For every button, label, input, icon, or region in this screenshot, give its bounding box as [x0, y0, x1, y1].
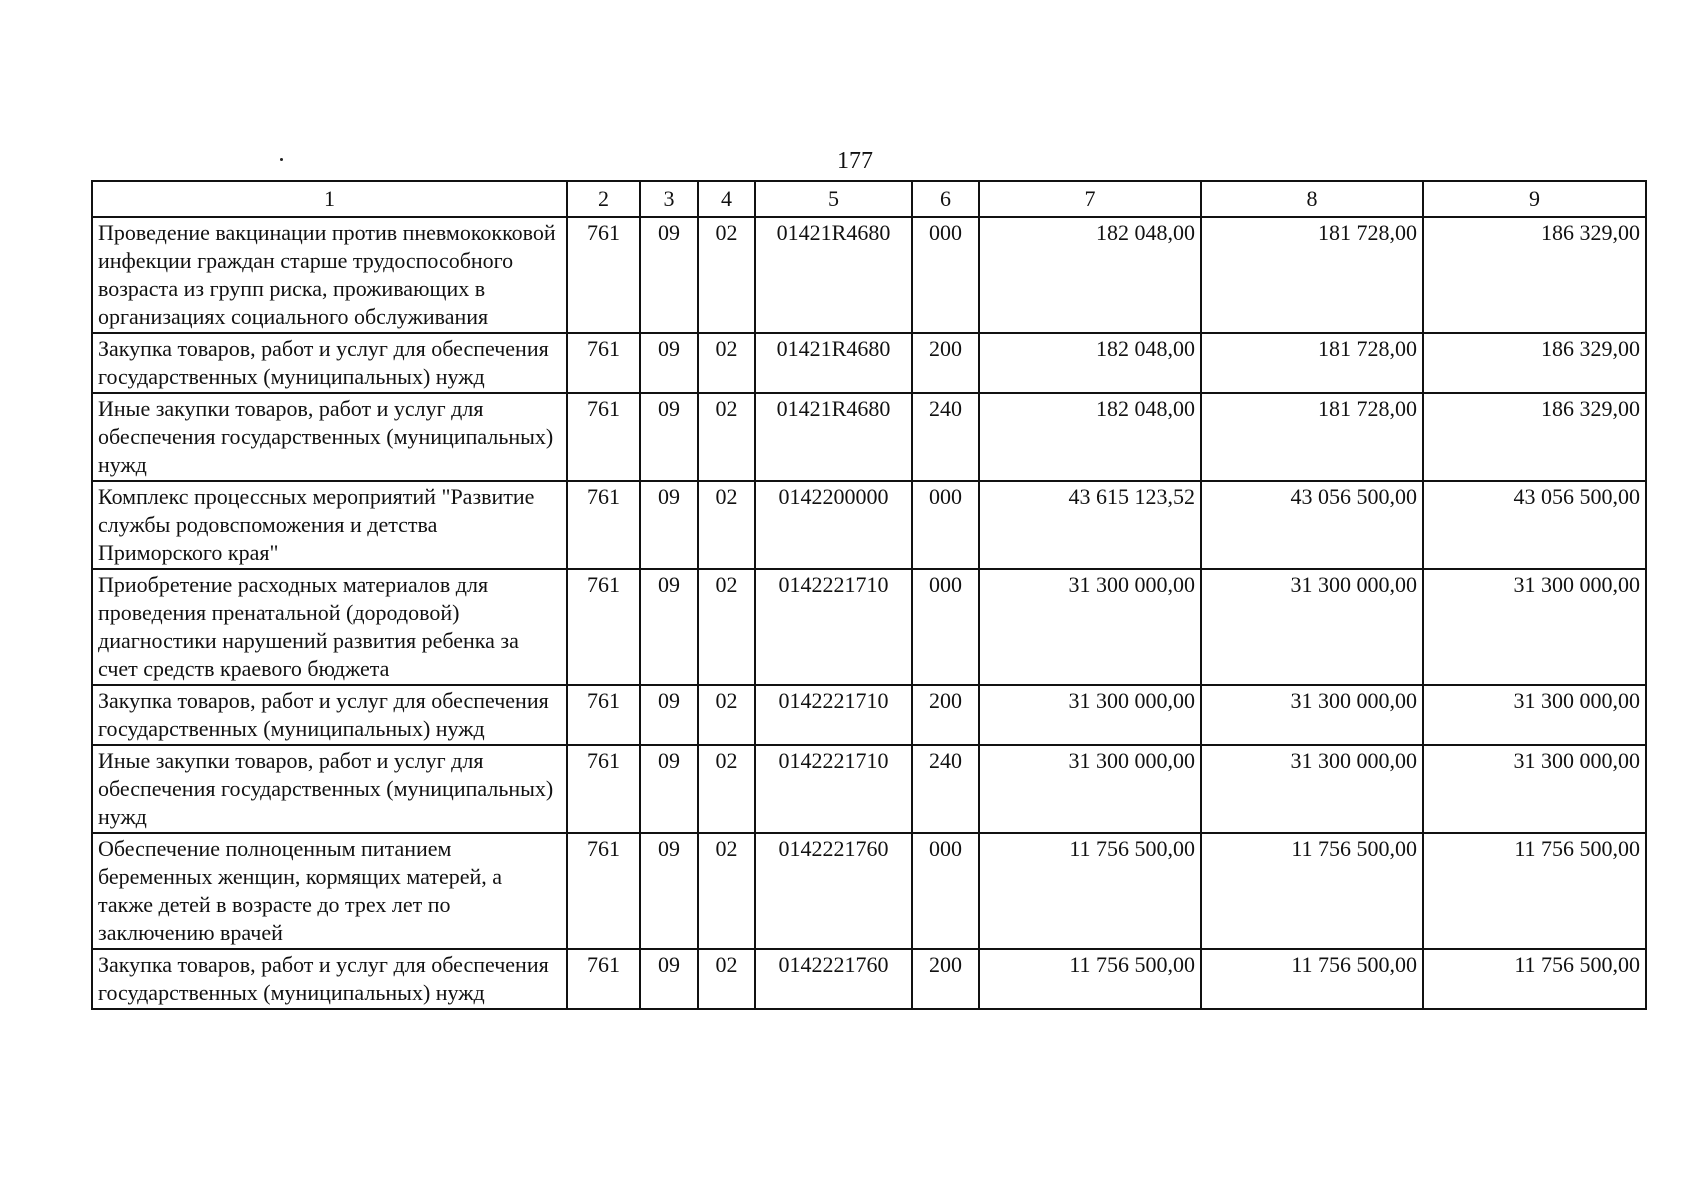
page-number: 177 [837, 148, 873, 174]
table-row [92, 393, 1646, 481]
ministry-code: 761 [567, 745, 640, 833]
subsection-code: 02 [698, 949, 755, 1009]
target-article-code: 0142221710 [755, 745, 912, 833]
section-code: 09 [640, 569, 698, 685]
item-name: Иные закупки товаров, работ и услуг для обеспечения государственных (муниципальных) нужд [92, 393, 567, 481]
header-cell-7: 7 [979, 181, 1201, 217]
table-row [92, 217, 1646, 333]
target-article-code: 01421R4680 [755, 217, 912, 333]
amount-col-7: 11 756 500,00 [979, 833, 1201, 949]
scan-mark [280, 158, 283, 161]
target-article-code: 0142221710 [755, 685, 912, 745]
header-cell-4: 4 [698, 181, 755, 217]
amount-col-8: 181 728,00 [1201, 333, 1423, 393]
header-cell-9: 9 [1423, 181, 1646, 217]
target-article-code: 01421R4680 [755, 333, 912, 393]
target-article-code: 0142221760 [755, 949, 912, 1009]
amount-col-9: 31 300 000,00 [1423, 745, 1646, 833]
amount-col-9: 186 329,00 [1423, 393, 1646, 481]
amount-col-8: 181 728,00 [1201, 217, 1423, 333]
table-row [92, 833, 1646, 949]
amount-col-7: 43 615 123,52 [979, 481, 1201, 569]
table-row [92, 333, 1646, 393]
amount-col-9: 186 329,00 [1423, 333, 1646, 393]
amount-col-8: 181 728,00 [1201, 393, 1423, 481]
section-code: 09 [640, 745, 698, 833]
section-code: 09 [640, 333, 698, 393]
subsection-code: 02 [698, 393, 755, 481]
amount-col-9: 186 329,00 [1423, 217, 1646, 333]
ministry-code: 761 [567, 333, 640, 393]
item-name: Обеспечение полноценным питанием беременных женщин, кормящих матерей, а также детей в возрасте до трех лет по заключению врачей [92, 833, 567, 949]
expense-type-code: 200 [912, 949, 979, 1009]
table-row [92, 569, 1646, 685]
header-cell-6: 6 [912, 181, 979, 217]
amount-col-9: 31 300 000,00 [1423, 685, 1646, 745]
section-code: 09 [640, 833, 698, 949]
amount-col-7: 182 048,00 [979, 217, 1201, 333]
amount-col-7: 182 048,00 [979, 333, 1201, 393]
subsection-code: 02 [698, 569, 755, 685]
section-code: 09 [640, 393, 698, 481]
amount-col-8: 11 756 500,00 [1201, 949, 1423, 1009]
subsection-code: 02 [698, 745, 755, 833]
header-cell-3: 3 [640, 181, 698, 217]
item-name: Закупка товаров, работ и услуг для обеспечения государственных (муниципальных) нужд [92, 949, 567, 1009]
header-cell-5: 5 [755, 181, 912, 217]
target-article-code: 0142200000 [755, 481, 912, 569]
budget-table [91, 180, 1647, 1010]
section-code: 09 [640, 949, 698, 1009]
header-cell-8: 8 [1201, 181, 1423, 217]
amount-col-7: 31 300 000,00 [979, 745, 1201, 833]
item-name: Закупка товаров, работ и услуг для обеспечения государственных (муниципальных) нужд [92, 333, 567, 393]
header-row [92, 181, 1646, 217]
ministry-code: 761 [567, 481, 640, 569]
ministry-code: 761 [567, 569, 640, 685]
item-name: Проведение вакцинации против пневмококковой инфекции граждан старше трудоспособного возраста из групп риска, проживающих в организациях социального обслуживания [92, 217, 567, 333]
amount-col-7: 11 756 500,00 [979, 949, 1201, 1009]
table-row [92, 481, 1646, 569]
amount-col-8: 11 756 500,00 [1201, 833, 1423, 949]
section-code: 09 [640, 217, 698, 333]
item-name: Приобретение расходных материалов для проведения пренатальной (дородовой) диагностики нарушений развития ребенка за счет средств краевого бюджета [92, 569, 567, 685]
target-article-code: 0142221760 [755, 833, 912, 949]
expense-type-code: 240 [912, 745, 979, 833]
amount-col-7: 31 300 000,00 [979, 685, 1201, 745]
expense-type-code: 000 [912, 833, 979, 949]
ministry-code: 761 [567, 685, 640, 745]
expense-type-code: 000 [912, 217, 979, 333]
table-row [92, 685, 1646, 745]
expense-type-code: 000 [912, 481, 979, 569]
item-name: Иные закупки товаров, работ и услуг для обеспечения государственных (муниципальных) нужд [92, 745, 567, 833]
section-code: 09 [640, 481, 698, 569]
item-name: Закупка товаров, работ и услуг для обеспечения государственных (муниципальных) нужд [92, 685, 567, 745]
header-cell-1: 1 [92, 181, 567, 217]
target-article-code: 0142221710 [755, 569, 912, 685]
subsection-code: 02 [698, 685, 755, 745]
amount-col-9: 43 056 500,00 [1423, 481, 1646, 569]
amount-col-8: 43 056 500,00 [1201, 481, 1423, 569]
expense-type-code: 200 [912, 333, 979, 393]
amount-col-7: 31 300 000,00 [979, 569, 1201, 685]
table-row [92, 949, 1646, 1009]
amount-col-7: 182 048,00 [979, 393, 1201, 481]
header-cell-2: 2 [567, 181, 640, 217]
amount-col-8: 31 300 000,00 [1201, 685, 1423, 745]
amount-col-9: 11 756 500,00 [1423, 949, 1646, 1009]
subsection-code: 02 [698, 217, 755, 333]
subsection-code: 02 [698, 833, 755, 949]
subsection-code: 02 [698, 333, 755, 393]
amount-col-8: 31 300 000,00 [1201, 745, 1423, 833]
ministry-code: 761 [567, 393, 640, 481]
expense-type-code: 200 [912, 685, 979, 745]
item-name: Комплекс процессных мероприятий "Развитие службы родовспоможения и детства Приморского края" [92, 481, 567, 569]
amount-col-8: 31 300 000,00 [1201, 569, 1423, 685]
amount-col-9: 11 756 500,00 [1423, 833, 1646, 949]
target-article-code: 01421R4680 [755, 393, 912, 481]
expense-type-code: 240 [912, 393, 979, 481]
expense-type-code: 000 [912, 569, 979, 685]
ministry-code: 761 [567, 217, 640, 333]
section-code: 09 [640, 685, 698, 745]
ministry-code: 761 [567, 949, 640, 1009]
amount-col-9: 31 300 000,00 [1423, 569, 1646, 685]
table-row [92, 745, 1646, 833]
ministry-code: 761 [567, 833, 640, 949]
subsection-code: 02 [698, 481, 755, 569]
